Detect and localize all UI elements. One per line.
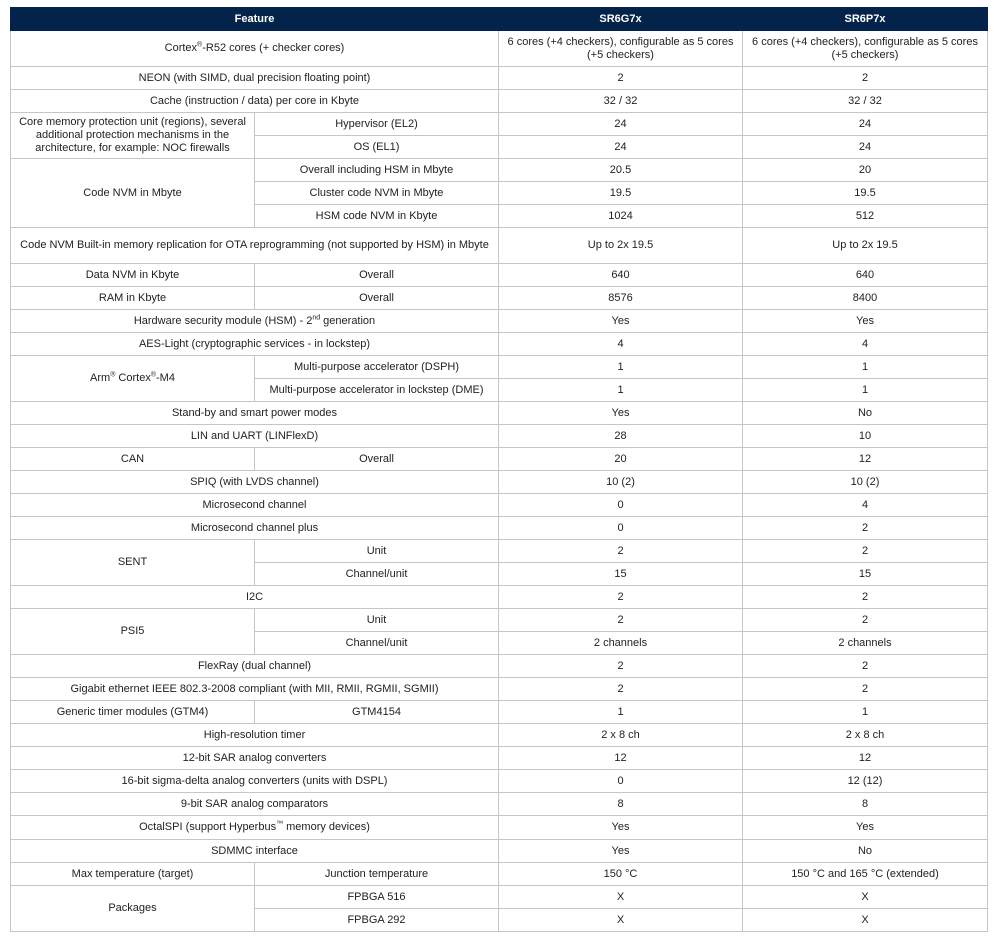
sr6g7x-cell: 1 xyxy=(499,379,743,402)
sr6g7x-cell: 8576 xyxy=(499,287,743,310)
table-row xyxy=(11,863,988,886)
sr6p7x-cell: X xyxy=(743,909,988,932)
feature-cell: 9-bit SAR analog comparators xyxy=(11,793,499,816)
sr6g7x-cell: 150 °C xyxy=(499,863,743,886)
subfeature-cell: Unit xyxy=(255,540,499,563)
sr6p7x-cell: 1 xyxy=(743,356,988,379)
table-row xyxy=(11,886,988,909)
sr6g7x-cell: 4 xyxy=(499,333,743,356)
sr6p7x-cell: Yes xyxy=(743,816,988,840)
feature-cell: FlexRay (dual channel) xyxy=(11,655,499,678)
sr6g7x-cell: 20.5 xyxy=(499,159,743,182)
sr6g7x-cell: 2 xyxy=(499,678,743,701)
subfeature-cell: FPBGA 516 xyxy=(255,886,499,909)
sr6g7x-cell: Yes xyxy=(499,402,743,425)
feature-cell: Hardware security module (HSM) - 2nd generation xyxy=(11,310,499,333)
sr6p7x-cell: 10 xyxy=(743,425,988,448)
feature-cell: AES-Light (cryptographic services - in lockstep) xyxy=(11,333,499,356)
sr6p7x-cell: 2 xyxy=(743,609,988,632)
sr6p7x-cell: 20 xyxy=(743,159,988,182)
sr6g7x-cell: Yes xyxy=(499,840,743,863)
header-sr6g7x: SR6G7x xyxy=(499,8,743,31)
sr6p7x-cell: 2 xyxy=(743,586,988,609)
table-row xyxy=(11,402,988,425)
sr6p7x-cell: 32 / 32 xyxy=(743,90,988,113)
feature-cell: NEON (with SIMD, dual precision floating point) xyxy=(11,67,499,90)
table-row xyxy=(11,448,988,471)
subfeature-cell: Overall xyxy=(255,264,499,287)
sr6p7x-cell: 4 xyxy=(743,494,988,517)
sr6g7x-cell: 2 xyxy=(499,586,743,609)
subfeature-cell: Junction temperature xyxy=(255,863,499,886)
subfeature-cell: Multi-purpose accelerator in lockstep (DME) xyxy=(255,379,499,402)
sr6p7x-cell: 19.5 xyxy=(743,182,988,205)
feature-cell: OctalSPI (support Hyperbus™ memory devices) xyxy=(11,816,499,840)
sr6p7x-cell: Up to 2x 19.5 xyxy=(743,228,988,264)
sr6p7x-cell: 2 xyxy=(743,517,988,540)
sr6p7x-cell: 15 xyxy=(743,563,988,586)
sr6g7x-cell: 1024 xyxy=(499,205,743,228)
sr6g7x-cell: 1 xyxy=(499,356,743,379)
feature-cell: Core memory protection unit (regions), several additional protection mechanisms in the architecture, for example: NOC firewalls xyxy=(11,113,255,159)
table-row xyxy=(11,586,988,609)
sr6p7x-cell: 512 xyxy=(743,205,988,228)
sr6g7x-cell: 1 xyxy=(499,701,743,724)
table-row xyxy=(11,678,988,701)
sr6p7x-cell: Yes xyxy=(743,310,988,333)
sr6p7x-cell: 150 °C and 165 °C (extended) xyxy=(743,863,988,886)
sr6p7x-cell: 6 cores (+4 checkers), configurable as 5 cores (+5 checkers) xyxy=(743,31,988,67)
sr6p7x-cell: 2 xyxy=(743,540,988,563)
sr6p7x-cell: 2 channels xyxy=(743,632,988,655)
sr6g7x-cell: 0 xyxy=(499,770,743,793)
subfeature-cell: Hypervisor (EL2) xyxy=(255,113,499,136)
table-row xyxy=(11,816,988,840)
sr6p7x-cell: 4 xyxy=(743,333,988,356)
table-row xyxy=(11,228,988,264)
feature-cell: Cache (instruction / data) per core in Kbyte xyxy=(11,90,499,113)
table-header-row xyxy=(11,8,988,31)
sr6g7x-cell: 10 (2) xyxy=(499,471,743,494)
sr6p7x-cell: 2 xyxy=(743,678,988,701)
table-row xyxy=(11,724,988,747)
sr6g7x-cell: 6 cores (+4 checkers), configurable as 5 cores (+5 checkers) xyxy=(499,31,743,67)
sr6p7x-cell: 640 xyxy=(743,264,988,287)
table-row xyxy=(11,747,988,770)
sr6g7x-cell: 0 xyxy=(499,517,743,540)
sr6g7x-cell: 24 xyxy=(499,136,743,159)
header-feature: Feature xyxy=(11,8,499,31)
sr6p7x-cell: 2 xyxy=(743,655,988,678)
feature-cell: PSI5 xyxy=(11,609,255,655)
sr6g7x-cell: 19.5 xyxy=(499,182,743,205)
subfeature-cell: Channel/unit xyxy=(255,563,499,586)
feature-cell: Generic timer modules (GTM4) xyxy=(11,701,255,724)
sr6g7x-cell: 640 xyxy=(499,264,743,287)
feature-cell: CAN xyxy=(11,448,255,471)
table-row xyxy=(11,840,988,863)
sr6p7x-cell: 2 x 8 ch xyxy=(743,724,988,747)
table-row xyxy=(11,333,988,356)
sr6p7x-cell: 8 xyxy=(743,793,988,816)
subfeature-cell: Cluster code NVM in Mbyte xyxy=(255,182,499,205)
feature-comparison-table xyxy=(10,7,988,932)
feature-cell: Cortex®-R52 cores (+ checker cores) xyxy=(11,31,499,67)
table-row xyxy=(11,356,988,379)
subfeature-cell: HSM code NVM in Kbyte xyxy=(255,205,499,228)
sr6p7x-cell: 10 (2) xyxy=(743,471,988,494)
table-row xyxy=(11,113,988,136)
table-row xyxy=(11,310,988,333)
feature-cell: Data NVM in Kbyte xyxy=(11,264,255,287)
sr6g7x-cell: 28 xyxy=(499,425,743,448)
table-row xyxy=(11,67,988,90)
table-row xyxy=(11,287,988,310)
subfeature-cell: GTM4154 xyxy=(255,701,499,724)
table-row xyxy=(11,264,988,287)
sr6p7x-cell: No xyxy=(743,402,988,425)
sr6g7x-cell: 2 xyxy=(499,540,743,563)
feature-cell: LIN and UART (LINFlexD) xyxy=(11,425,499,448)
table-row xyxy=(11,517,988,540)
sr6g7x-cell: 2 x 8 ch xyxy=(499,724,743,747)
header-sr6p7x: SR6P7x xyxy=(743,8,988,31)
subfeature-cell: Multi-purpose accelerator (DSPH) xyxy=(255,356,499,379)
sr6g7x-cell: X xyxy=(499,909,743,932)
subfeature-cell: Channel/unit xyxy=(255,632,499,655)
sr6g7x-cell: 8 xyxy=(499,793,743,816)
sr6g7x-cell: 12 xyxy=(499,747,743,770)
table-row xyxy=(11,793,988,816)
sr6p7x-cell: X xyxy=(743,886,988,909)
feature-cell: Packages xyxy=(11,886,255,932)
sr6p7x-cell: 1 xyxy=(743,379,988,402)
sr6p7x-cell: 12 xyxy=(743,747,988,770)
table-row xyxy=(11,159,988,182)
feature-cell: Code NVM in Mbyte xyxy=(11,159,255,228)
feature-cell: I2C xyxy=(11,586,499,609)
subfeature-cell: OS (EL1) xyxy=(255,136,499,159)
sr6g7x-cell: 32 / 32 xyxy=(499,90,743,113)
sr6g7x-cell: X xyxy=(499,886,743,909)
sr6g7x-cell: 0 xyxy=(499,494,743,517)
feature-cell: High-resolution timer xyxy=(11,724,499,747)
feature-cell: SDMMC interface xyxy=(11,840,499,863)
sr6g7x-cell: 2 xyxy=(499,609,743,632)
sr6g7x-cell: 24 xyxy=(499,113,743,136)
table-row xyxy=(11,471,988,494)
table-row xyxy=(11,540,988,563)
table-row xyxy=(11,90,988,113)
subfeature-cell: Overall including HSM in Mbyte xyxy=(255,159,499,182)
table-row xyxy=(11,770,988,793)
subfeature-cell: Unit xyxy=(255,609,499,632)
sr6p7x-cell: 24 xyxy=(743,136,988,159)
table-row xyxy=(11,494,988,517)
sr6g7x-cell: 2 xyxy=(499,67,743,90)
sr6g7x-cell: 2 xyxy=(499,655,743,678)
feature-cell: Microsecond channel xyxy=(11,494,499,517)
feature-cell: Gigabit ethernet IEEE 802.3-2008 compliant (with MII, RMII, RGMII, SGMII) xyxy=(11,678,499,701)
table-row xyxy=(11,425,988,448)
feature-cell: Stand-by and smart power modes xyxy=(11,402,499,425)
feature-cell: Microsecond channel plus xyxy=(11,517,499,540)
feature-cell: Arm® Cortex®-M4 xyxy=(11,356,255,402)
feature-cell: SENT xyxy=(11,540,255,586)
sr6p7x-cell: 1 xyxy=(743,701,988,724)
sr6g7x-cell: Up to 2x 19.5 xyxy=(499,228,743,264)
table-row xyxy=(11,31,988,67)
subfeature-cell: Overall xyxy=(255,448,499,471)
subfeature-cell: FPBGA 292 xyxy=(255,909,499,932)
sr6g7x-cell: 2 channels xyxy=(499,632,743,655)
sr6p7x-cell: 12 xyxy=(743,448,988,471)
feature-cell: 16-bit sigma-delta analog converters (units with DSPL) xyxy=(11,770,499,793)
table-row xyxy=(11,609,988,632)
subfeature-cell: Overall xyxy=(255,287,499,310)
feature-cell: 12-bit SAR analog converters xyxy=(11,747,499,770)
sr6g7x-cell: 20 xyxy=(499,448,743,471)
feature-cell: Max temperature (target) xyxy=(11,863,255,886)
sr6g7x-cell: Yes xyxy=(499,310,743,333)
feature-cell: RAM in Kbyte xyxy=(11,287,255,310)
sr6g7x-cell: Yes xyxy=(499,816,743,840)
sr6p7x-cell: 12 (12) xyxy=(743,770,988,793)
sr6p7x-cell: 8400 xyxy=(743,287,988,310)
table-row xyxy=(11,655,988,678)
table-row xyxy=(11,701,988,724)
sr6p7x-cell: No xyxy=(743,840,988,863)
sr6g7x-cell: 15 xyxy=(499,563,743,586)
feature-cell: Code NVM Built-in memory replication for OTA reprogramming (not supported by HSM) in Mbyte xyxy=(11,228,499,264)
sr6p7x-cell: 2 xyxy=(743,67,988,90)
feature-cell: SPIQ (with LVDS channel) xyxy=(11,471,499,494)
sr6p7x-cell: 24 xyxy=(743,113,988,136)
